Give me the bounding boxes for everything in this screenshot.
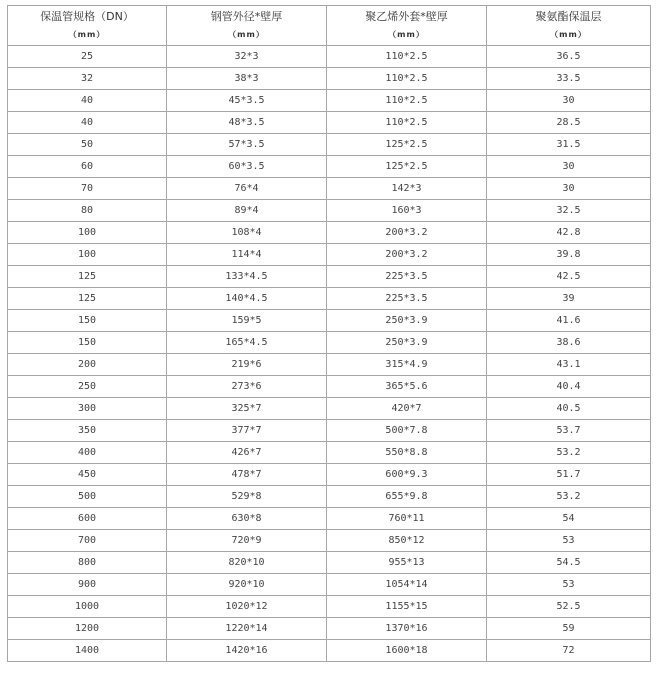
spec-table-body (8, 6, 651, 662)
cell-steel-pipe: 1220*14 (167, 618, 327, 640)
cell-steel-pipe: 1420*16 (167, 640, 327, 662)
cell-steel-pipe: 325*7 (167, 398, 327, 420)
cell-pu-insulation: 40.4 (487, 376, 651, 398)
cell-pu-insulation: 54 (487, 508, 651, 530)
header-unit: （mm） (550, 29, 587, 39)
header-unit: （mm） (68, 29, 106, 39)
cell-dn: 250 (8, 376, 167, 398)
table-row (8, 376, 651, 398)
spec-table (7, 5, 651, 662)
header-label: 保温管规格（DN） (40, 9, 134, 23)
table-row (8, 178, 651, 200)
cell-pu-insulation: 53.2 (487, 486, 651, 508)
cell-pu-insulation: 53 (487, 574, 651, 596)
cell-dn: 100 (8, 222, 167, 244)
cell-dn: 125 (8, 266, 167, 288)
cell-pu-insulation: 38.6 (487, 332, 651, 354)
cell-pe-jacket: 365*5.6 (327, 376, 487, 398)
table-row (8, 244, 651, 266)
table-row (8, 574, 651, 596)
cell-pe-jacket: 250*3.9 (327, 310, 487, 332)
table-row (8, 310, 651, 332)
cell-steel-pipe: 426*7 (167, 442, 327, 464)
table-row (8, 596, 651, 618)
cell-pu-insulation: 30 (487, 156, 651, 178)
cell-steel-pipe: 114*4 (167, 244, 327, 266)
header-unit: （mm） (228, 29, 265, 39)
cell-steel-pipe: 89*4 (167, 200, 327, 222)
cell-dn: 32 (8, 68, 167, 90)
table-row (8, 46, 651, 68)
cell-pu-insulation: 53.2 (487, 442, 651, 464)
cell-dn: 500 (8, 486, 167, 508)
cell-dn: 150 (8, 332, 167, 354)
table-row (8, 156, 651, 178)
cell-dn: 1400 (8, 640, 167, 662)
cell-steel-pipe: 57*3.5 (167, 134, 327, 156)
table-row (8, 266, 651, 288)
table-row (8, 508, 651, 530)
cell-pe-jacket: 655*9.8 (327, 486, 487, 508)
cell-pe-jacket: 850*12 (327, 530, 487, 552)
header-cell-pu-insulation (487, 6, 651, 46)
cell-pu-insulation: 53.7 (487, 420, 651, 442)
cell-pu-insulation: 31.5 (487, 134, 651, 156)
cell-dn: 700 (8, 530, 167, 552)
cell-steel-pipe: 529*8 (167, 486, 327, 508)
cell-pu-insulation: 41.6 (487, 310, 651, 332)
cell-pu-insulation: 33.5 (487, 68, 651, 90)
cell-pe-jacket: 110*2.5 (327, 112, 487, 134)
table-row (8, 618, 651, 640)
cell-steel-pipe: 140*4.5 (167, 288, 327, 310)
header-label: 钢管外径*壁厚 (210, 9, 283, 23)
table-row (8, 112, 651, 134)
cell-pu-insulation: 59 (487, 618, 651, 640)
cell-steel-pipe: 165*4.5 (167, 332, 327, 354)
cell-steel-pipe: 48*3.5 (167, 112, 327, 134)
cell-pe-jacket: 200*3.2 (327, 244, 487, 266)
cell-steel-pipe: 133*4.5 (167, 266, 327, 288)
cell-pu-insulation: 42.8 (487, 222, 651, 244)
header-cell-pe-jacket (327, 6, 487, 46)
cell-steel-pipe: 377*7 (167, 420, 327, 442)
table-row (8, 640, 651, 662)
cell-pe-jacket: 200*3.2 (327, 222, 487, 244)
cell-steel-pipe: 32*3 (167, 46, 327, 68)
cell-dn: 80 (8, 200, 167, 222)
cell-steel-pipe: 219*6 (167, 354, 327, 376)
cell-steel-pipe: 273*6 (167, 376, 327, 398)
table-header-row (8, 6, 651, 46)
cell-dn: 350 (8, 420, 167, 442)
header-cell-steel-pipe (167, 6, 327, 46)
cell-pu-insulation: 39 (487, 288, 651, 310)
cell-steel-pipe: 1020*12 (167, 596, 327, 618)
cell-pe-jacket: 315*4.9 (327, 354, 487, 376)
table-row (8, 464, 651, 486)
cell-pu-insulation: 51.7 (487, 464, 651, 486)
cell-dn: 40 (8, 112, 167, 134)
cell-dn: 800 (8, 552, 167, 574)
cell-dn: 400 (8, 442, 167, 464)
cell-pe-jacket: 225*3.5 (327, 288, 487, 310)
cell-dn: 450 (8, 464, 167, 486)
cell-pu-insulation: 30 (487, 178, 651, 200)
cell-pu-insulation: 54.5 (487, 552, 651, 574)
cell-dn: 70 (8, 178, 167, 200)
table-row (8, 134, 651, 156)
table-row (8, 398, 651, 420)
cell-pu-insulation: 53 (487, 530, 651, 552)
cell-steel-pipe: 630*8 (167, 508, 327, 530)
cell-steel-pipe: 60*3.5 (167, 156, 327, 178)
table-row (8, 530, 651, 552)
cell-pe-jacket: 160*3 (327, 200, 487, 222)
cell-pe-jacket: 600*9.3 (327, 464, 487, 486)
cell-dn: 150 (8, 310, 167, 332)
cell-dn: 300 (8, 398, 167, 420)
cell-dn: 600 (8, 508, 167, 530)
cell-steel-pipe: 108*4 (167, 222, 327, 244)
cell-pu-insulation: 52.5 (487, 596, 651, 618)
cell-pu-insulation: 72 (487, 640, 651, 662)
cell-steel-pipe: 76*4 (167, 178, 327, 200)
cell-pe-jacket: 110*2.5 (327, 68, 487, 90)
table-row (8, 332, 651, 354)
cell-pu-insulation: 40.5 (487, 398, 651, 420)
cell-pe-jacket: 110*2.5 (327, 46, 487, 68)
table-row (8, 90, 651, 112)
table-row (8, 200, 651, 222)
table-row (8, 552, 651, 574)
cell-pe-jacket: 225*3.5 (327, 266, 487, 288)
cell-steel-pipe: 720*9 (167, 530, 327, 552)
cell-pe-jacket: 420*7 (327, 398, 487, 420)
cell-dn: 60 (8, 156, 167, 178)
table-row (8, 288, 651, 310)
cell-pe-jacket: 1600*18 (327, 640, 487, 662)
cell-pe-jacket: 760*11 (327, 508, 487, 530)
cell-steel-pipe: 920*10 (167, 574, 327, 596)
cell-pu-insulation: 39.8 (487, 244, 651, 266)
cell-pu-insulation: 43.1 (487, 354, 651, 376)
cell-steel-pipe: 159*5 (167, 310, 327, 332)
cell-pe-jacket: 550*8.8 (327, 442, 487, 464)
cell-pe-jacket: 1155*15 (327, 596, 487, 618)
cell-dn: 40 (8, 90, 167, 112)
cell-pe-jacket: 955*13 (327, 552, 487, 574)
cell-pu-insulation: 42.5 (487, 266, 651, 288)
table-row (8, 420, 651, 442)
cell-steel-pipe: 478*7 (167, 464, 327, 486)
cell-pu-insulation: 36.5 (487, 46, 651, 68)
cell-steel-pipe: 45*3.5 (167, 90, 327, 112)
cell-pe-jacket: 1370*16 (327, 618, 487, 640)
cell-dn: 1200 (8, 618, 167, 640)
header-cell-dn (8, 6, 167, 46)
header-label: 聚氨酯保温层 (535, 9, 602, 23)
cell-dn: 50 (8, 134, 167, 156)
table-row (8, 442, 651, 464)
cell-pe-jacket: 500*7.8 (327, 420, 487, 442)
cell-pe-jacket: 250*3.9 (327, 332, 487, 354)
header-unit: （mm） (388, 29, 425, 39)
table-row (8, 68, 651, 90)
cell-dn: 100 (8, 244, 167, 266)
table-row (8, 222, 651, 244)
cell-pe-jacket: 110*2.5 (327, 90, 487, 112)
cell-dn: 125 (8, 288, 167, 310)
cell-dn: 1000 (8, 596, 167, 618)
table-row (8, 354, 651, 376)
cell-pe-jacket: 142*3 (327, 178, 487, 200)
cell-pu-insulation: 32.5 (487, 200, 651, 222)
cell-pe-jacket: 125*2.5 (327, 156, 487, 178)
cell-dn: 25 (8, 46, 167, 68)
table-row (8, 486, 651, 508)
cell-steel-pipe: 38*3 (167, 68, 327, 90)
cell-dn: 200 (8, 354, 167, 376)
cell-pu-insulation: 30 (487, 90, 651, 112)
header-label: 聚乙烯外套*壁厚 (365, 9, 448, 23)
cell-pe-jacket: 125*2.5 (327, 134, 487, 156)
cell-pu-insulation: 28.5 (487, 112, 651, 134)
cell-steel-pipe: 820*10 (167, 552, 327, 574)
cell-pe-jacket: 1054*14 (327, 574, 487, 596)
cell-dn: 900 (8, 574, 167, 596)
